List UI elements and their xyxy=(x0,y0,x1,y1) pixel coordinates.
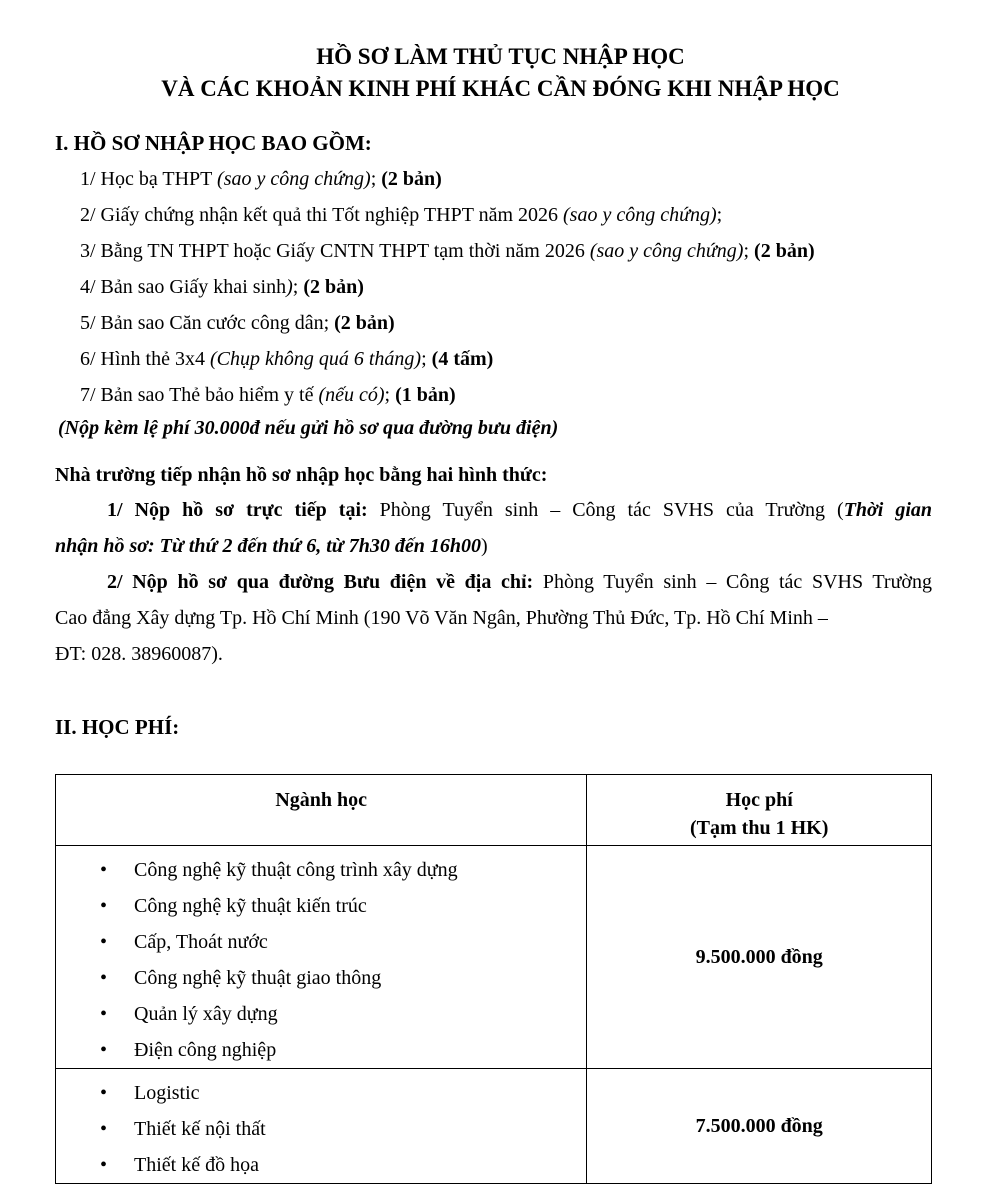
fee-cell: 7.500.000 đồng xyxy=(587,1069,932,1184)
postal-fee-note: (Nộp kèm lệ phí 30.000đ nếu gửi hồ sơ qua đường bưu điện) xyxy=(58,417,559,439)
major-item: • Thiết kế đồ họa xyxy=(56,1147,586,1183)
header-fee: Học phí (Tạm thu 1 HK) xyxy=(587,775,932,846)
method1-close: ) xyxy=(480,535,488,557)
document-item xyxy=(80,275,364,299)
section2-heading: II. HỌC PHÍ: xyxy=(55,715,180,739)
document-item-text: 1/ Học bạ THPT xyxy=(80,168,218,190)
document-item-bold: (4 tấm) xyxy=(431,348,494,370)
document-item-bold: (2 bản) xyxy=(334,312,395,334)
method1-text: Phòng Tuyển sinh – Công tác SVHS của Trường ( xyxy=(367,499,844,521)
tuition-table xyxy=(55,774,932,1184)
method2-line3: ĐT: 028. 38960087). xyxy=(55,643,223,665)
major-item: • Logistic xyxy=(56,1075,586,1111)
method2-label: 2/ Nộp hồ sơ qua đường Bưu điện về địa chỉ: xyxy=(107,571,534,593)
document-item-text: 6/ Hình thẻ 3x4 xyxy=(80,348,210,370)
document-item-text: 5/ Bản sao Căn cước công dân xyxy=(80,312,324,334)
methods-heading: Nhà trường tiếp nhận hồ sơ nhập học bằng hai hình thức: xyxy=(55,464,548,486)
document-item-sep: ; xyxy=(292,276,304,298)
document-item-bold: (2 bản) xyxy=(381,168,442,190)
method2-text1: Phòng Tuyển sinh – Công tác SVHS Trường xyxy=(533,571,932,593)
document-item xyxy=(80,203,722,227)
method2-line2: Cao đẳng Xây dựng Tp. Hồ Chí Minh (190 Võ Văn Ngân, Phường Thủ Đức, Tp. Hồ Chí Minh – xyxy=(55,607,828,629)
document-item-text: 7/ Bản sao Thẻ bảo hiểm y tế xyxy=(80,384,319,406)
document-item-italic: (sao y công chứng) xyxy=(217,168,371,190)
document-title-line2: VÀ CÁC KHOẢN KINH PHÍ KHÁC CẦN ĐÓNG KHI NHẬP HỌC xyxy=(161,76,840,101)
fee-cell: 9.500.000 đồng xyxy=(587,846,932,1069)
method2-line1 xyxy=(55,570,932,594)
major-list xyxy=(56,1069,586,1183)
major-item: • Công nghệ kỹ thuật công trình xây dựng xyxy=(56,852,586,888)
document-item-italic: ) xyxy=(286,276,293,298)
table-row xyxy=(56,1069,932,1184)
document-item-italic: (sao y công chứng) xyxy=(563,204,717,226)
header-major: Ngành học xyxy=(56,775,587,846)
document-item xyxy=(80,347,493,371)
method1-time-label: Thời gian xyxy=(843,499,933,521)
document-item xyxy=(80,239,815,263)
method1-line1 xyxy=(55,498,932,522)
document-item-italic: (Chụp không quá 6 tháng) xyxy=(210,348,422,370)
document-item-italic: (sao y công chứng) xyxy=(589,240,744,262)
document-item xyxy=(80,311,395,335)
major-item: • Quản lý xây dựng xyxy=(56,996,586,1032)
method1-time: nhận hồ sơ: Từ thứ 2 đến thứ 6, từ 7h30 đến 16h00 xyxy=(55,535,481,557)
document-item-italic: (nếu có) xyxy=(318,384,385,406)
major-item: • Công nghệ kỹ thuật kiến trúc xyxy=(56,888,586,924)
document-item-text: 4/ Bản sao Giấy khai sinh xyxy=(80,276,287,298)
document-item-sep: ; xyxy=(743,240,755,262)
major-list xyxy=(56,846,586,1068)
document-item-bold: (1 bản) xyxy=(395,384,456,406)
document-item xyxy=(80,167,442,191)
section1-heading: I. HỒ SƠ NHẬP HỌC BAO GỒM: xyxy=(55,131,372,155)
method1-label: 1/ Nộp hồ sơ trực tiếp tại: xyxy=(107,499,368,521)
document-item-sep: ; xyxy=(716,204,723,226)
document-item-text: 3/ Bằng TN THPT hoặc Giấy CNTN THPT tạm thời năm 2026 xyxy=(80,240,590,262)
method1-line2 xyxy=(55,534,488,558)
document-item-sep: ; xyxy=(384,384,396,406)
document-item-sep: ; xyxy=(421,348,432,370)
major-item: • Điện công nghiệp xyxy=(56,1032,586,1068)
document-item-bold: (2 bản) xyxy=(303,276,364,298)
document-item xyxy=(80,383,456,407)
document-item-sep: ; xyxy=(370,168,382,190)
document-item-sep: ; xyxy=(323,312,335,334)
document-item-bold: (2 bản) xyxy=(754,240,815,262)
document-item-text: 2/ Giấy chứng nhận kết quả thi Tốt nghiệp THPT năm 2026 xyxy=(80,204,564,226)
major-item: • Cấp, Thoát nước xyxy=(56,924,586,960)
major-item: • Thiết kế nội thất xyxy=(56,1111,586,1147)
table-row xyxy=(56,846,932,1069)
major-item: • Công nghệ kỹ thuật giao thông xyxy=(56,960,586,996)
document-title-line1: HỒ SƠ LÀM THỦ TỤC NHẬP HỌC xyxy=(316,44,685,69)
